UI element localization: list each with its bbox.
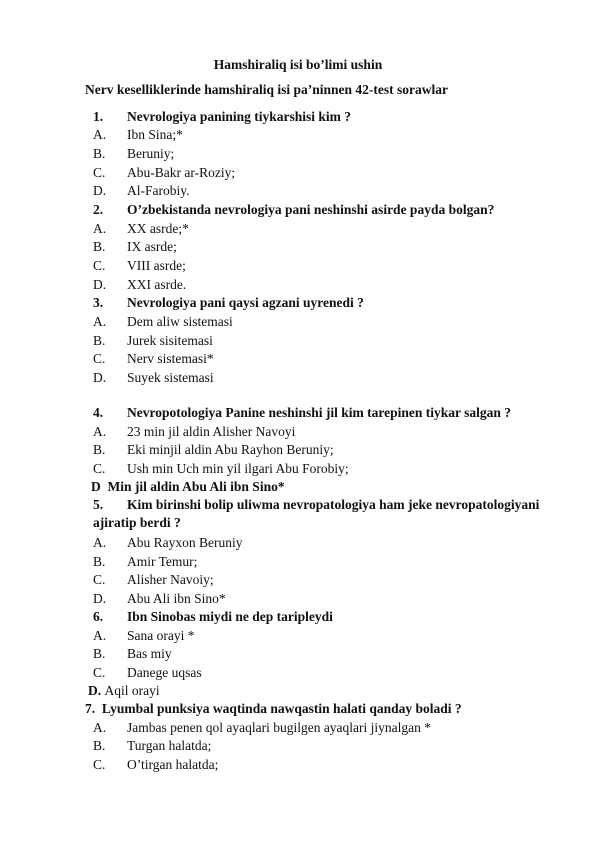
question-5: 5. Kim birinshi bolip uliwma nevropatologiya ham jeke nevropatologiyani ajiratip berdi ?	[93, 497, 540, 530]
option-6d: D. Aqil orayi	[88, 683, 160, 698]
question-1: 1. Nevrologiya panining tiykarshisi kim ?	[93, 109, 352, 124]
question-7: 7. Lyumbal punksiya waqtinda nawqastin halati qanday boladi ?	[85, 701, 462, 716]
option-4b: B. Eki minjil aldin Abu Rayhon Beruniy;	[93, 442, 334, 457]
document-title: Hamshiraliq isi bo’limi ushin	[213, 57, 383, 72]
option-4a: A. 23 min jil aldin Alisher Navoyi	[93, 424, 296, 439]
option-5d: D. Abu Ali ibn Sino*	[93, 591, 226, 606]
option-6c: C. Danege uqsas	[93, 665, 202, 680]
option-3b: B. Jurek sisitemasi	[93, 333, 213, 348]
option-6a: A. Sana orayi *	[93, 628, 195, 643]
question-2: 2. O’zbekistanda nevrologiya pani neshinshi asirde payda bolgan?	[93, 202, 495, 217]
option-1b: B. Beruniy;	[93, 146, 175, 161]
option-7c: C. O’tirgan halatda;	[93, 757, 219, 772]
question-6: 6. Ibn Sinobas miydi ne dep taripleydi	[93, 609, 333, 624]
option-2a: A. XX asrde;*	[93, 221, 189, 236]
option-3a: A. Dem aliw sistemasi	[93, 314, 233, 329]
option-4d: D Min jil aldin Abu Ali ibn Sino*	[91, 479, 285, 494]
option-5b: B. Amir Temur;	[93, 554, 198, 569]
option-3d: D. Suyek sistemasi	[93, 370, 214, 385]
option-5c: C. Alisher Navoiy;	[93, 572, 214, 587]
option-2b: B. IX asrde;	[93, 239, 177, 254]
option-4c: C. Ush min Uch min yil ilgari Abu Forobiy;	[93, 461, 349, 476]
option-2d: D. XXI asrde.	[93, 277, 187, 292]
option-2c: C. VIII asrde;	[93, 258, 186, 273]
document-subtitle: Nerv keselliklerinde hamshiraliq isi pa’ninnen 42-test sorawlar	[85, 82, 449, 97]
option-7a: A. Jambas penen qol ayaqlari bugilgen ayaqlari jiynalgan *	[93, 720, 432, 735]
option-1d: D. Al-Farobiy.	[93, 183, 190, 198]
option-1a: A. Ibn Sina;*	[93, 127, 183, 142]
option-6b: B. Bas miy	[93, 646, 172, 661]
option-3c: C. Nerv sistemasi*	[93, 351, 214, 366]
option-5a: A. Abu Rayxon Beruniy	[93, 535, 243, 550]
question-3: 3. Nevrologiya pani qaysi agzani uyrenedi ?	[93, 295, 364, 310]
option-7b: B. Turgan halatda;	[93, 738, 212, 753]
option-1c: C. Abu-Bakr ar-Roziy;	[93, 165, 236, 180]
question-4: 4. Nevropotologiya Panine neshinshi jil kim tarepinen tiykar salgan ?	[93, 405, 512, 420]
